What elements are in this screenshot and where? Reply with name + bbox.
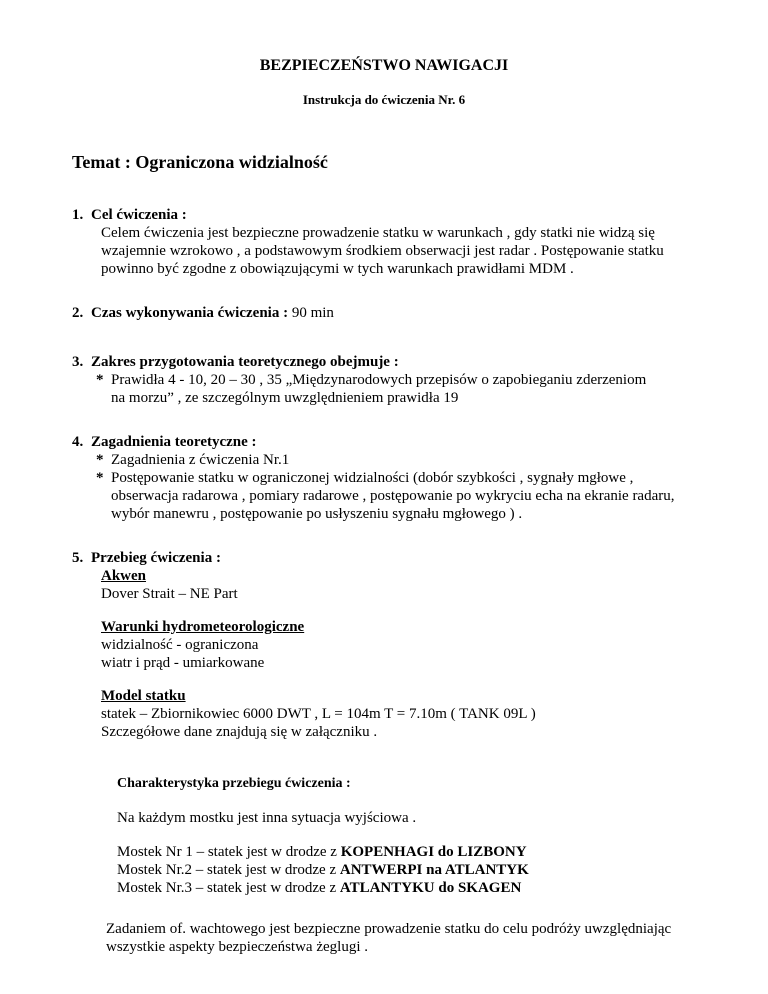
section-4-number: 4. — [72, 434, 84, 450]
ship-model-line: Szczegółowe dane znajdują się w załączniku . — [101, 724, 378, 740]
section-3-number: 3. — [72, 354, 84, 370]
section-4-item-line: obserwacja radarowa , pomiary radarowe , postępowanie po wykryciu echa na ekranie radaru, — [111, 488, 675, 504]
section-5-number: 5. — [72, 550, 84, 566]
section-3-line: na morzu” , ze szczególnym uwzględnieniem prawidła 19 — [111, 390, 459, 406]
conditions-heading: Warunki hydrometeorologiczne — [101, 619, 305, 635]
section-4-item-line: wybór manewru , postępowanie po usłyszeniu sygnału mgłowego ) . — [111, 506, 523, 522]
ship-model-heading: Model statku — [101, 688, 186, 704]
section-2-value: 90 min — [288, 305, 334, 321]
bullet-asterisk: * — [96, 372, 104, 388]
section-2-row — [91, 304, 334, 322]
section-4-item-line: Postępowanie statku w ograniczonej widzialności (dobór szybkości , sygnały mgłowe , — [111, 470, 634, 486]
section-1-line: powinno być zgodne z obowiązującymi w tych warunkach prawidłami MDM . — [101, 261, 574, 277]
document-title: BEZPIECZEŃSTWO NAWIGACJI — [259, 57, 509, 74]
bridge-prefix: Mostek Nr.2 – statek jest w drodze z — [117, 862, 340, 878]
characteristics-intro: Na każdym mostku jest inna sytuacja wyjściowa . — [117, 810, 417, 826]
akwen-value: Dover Strait – NE Part — [101, 586, 238, 602]
bullet-asterisk: * — [96, 452, 104, 468]
bridge-line — [117, 879, 521, 897]
section-5-heading: Przebieg ćwiczenia : — [91, 550, 221, 566]
section-1-number: 1. — [72, 207, 84, 223]
section-4-item: Zagadnienia z ćwiczenia Nr.1 — [111, 452, 290, 468]
section-2-heading: Czas wykonywania ćwiczenia : — [91, 305, 289, 321]
ship-model-line: statek – Zbiornikowiec 6000 DWT , L = 104m T = 7.10m ( TANK 09L ) — [101, 706, 536, 722]
bridge-line — [117, 861, 529, 879]
akwen-heading: Akwen — [101, 568, 147, 584]
section-1-line: Celem ćwiczenia jest bezpieczne prowadzenie statku w warunkach , gdy statki nie widzą się — [101, 225, 655, 241]
section-3-heading: Zakres przygotowania teoretycznego obejmuje : — [91, 354, 399, 370]
task-line: wszystkie aspekty bezpieczeństwa żeglugi . — [106, 939, 368, 955]
section-4-heading: Zagadnienia teoretyczne : — [91, 434, 257, 450]
bridge-route: ATLANTYKU do SKAGEN — [339, 880, 522, 896]
bridge-route: ANTWERPI na ATLANTYK — [339, 862, 529, 878]
bridge-line — [117, 843, 527, 861]
conditions-line: wiatr i prąd - umiarkowane — [101, 655, 265, 671]
topic-heading: Temat : Ograniczona widzialność — [72, 152, 328, 172]
task-line: Zadaniem of. wachtowego jest bezpieczne prowadzenie statku do celu podróży uwzględniając — [106, 921, 672, 937]
document-subtitle: Instrukcja do ćwiczenia Nr. 6 — [302, 92, 466, 107]
bridge-prefix: Mostek Nr.3 – statek jest w drodze z — [117, 880, 340, 896]
bridge-prefix: Mostek Nr 1 – statek jest w drodze z — [117, 844, 341, 860]
characteristics-heading: Charakterystyka przebiegu ćwiczenia : — [117, 776, 351, 791]
section-1-line: wzajemnie wzrokowo , a podstawowym środkiem obserwacji jest radar . Postępowanie statku — [101, 243, 664, 259]
bullet-asterisk: * — [96, 470, 104, 486]
section-1-heading: Cel ćwiczenia : — [91, 207, 187, 223]
section-2-number: 2. — [72, 305, 84, 321]
section-3-line: Prawidła 4 - 10, 20 – 30 , 35 „Międzynarodowych przepisów o zapobieganiu zderzeniom — [111, 372, 647, 388]
bridge-route: KOPENHAGI do LIZBONY — [340, 844, 527, 860]
conditions-line: widzialność - ograniczona — [101, 637, 259, 653]
